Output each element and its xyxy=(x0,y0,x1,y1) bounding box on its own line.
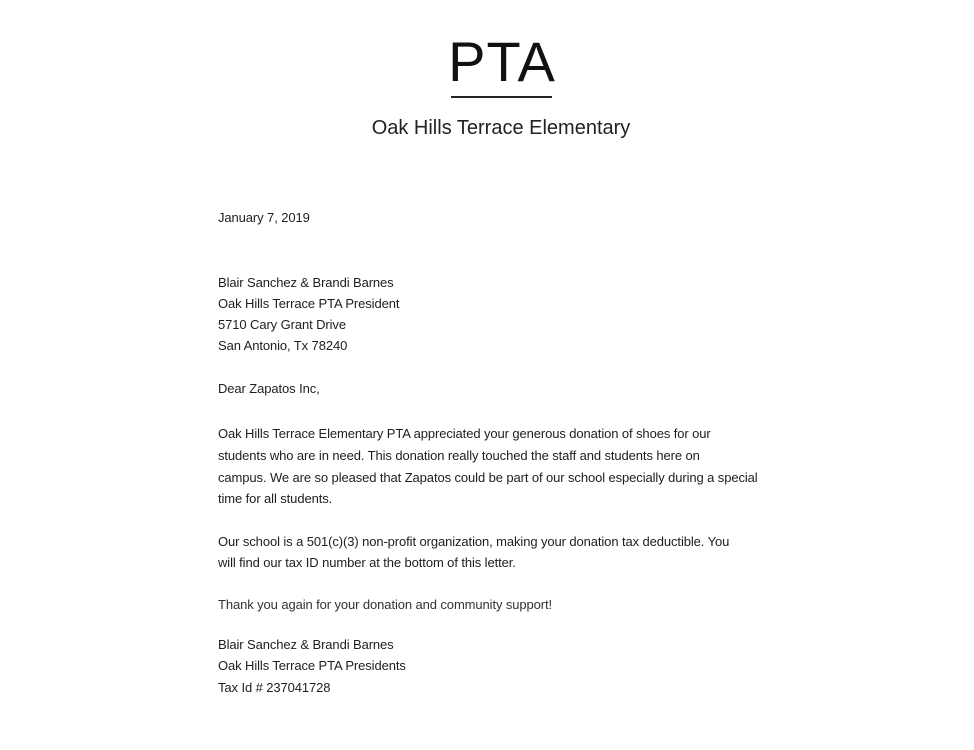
body-line: campus. We are so pleased that Zapatos could be part of our school especially during a special xyxy=(218,470,758,485)
signature-line: Oak Hills Terrace PTA Presidents xyxy=(218,658,406,673)
body-line: time for all students. xyxy=(218,491,333,506)
closing-line: Thank you again for your donation and community support! xyxy=(218,597,553,612)
salutation: Dear Zapatos Inc, xyxy=(218,381,320,396)
signature-line: Blair Sanchez & Brandi Barnes xyxy=(218,637,394,652)
title-underline xyxy=(451,96,552,98)
address-line: San Antonio, Tx 78240 xyxy=(218,338,348,353)
body-line: will find our tax ID number at the bottom of this letter. xyxy=(218,555,516,570)
address-line: Oak Hills Terrace PTA President xyxy=(218,296,400,311)
letter-date: January 7, 2019 xyxy=(218,210,310,225)
address-line: 5710 Cary Grant Drive xyxy=(218,317,346,332)
address-line: Blair Sanchez & Brandi Barnes xyxy=(218,275,394,290)
school-name: Oak Hills Terrace Elementary xyxy=(371,117,631,139)
letterhead-title: PTA xyxy=(448,30,556,93)
body-line: students who are in need. This donation really touched the staff and students here on xyxy=(218,448,700,463)
tax-id: Tax Id # 237041728 xyxy=(218,680,331,695)
body-line: Oak Hills Terrace Elementary PTA appreciated your generous donation of shoes for our xyxy=(218,426,711,441)
body-line: Our school is a 501(c)(3) non-profit organization, making your donation tax deductible. You xyxy=(218,534,730,549)
